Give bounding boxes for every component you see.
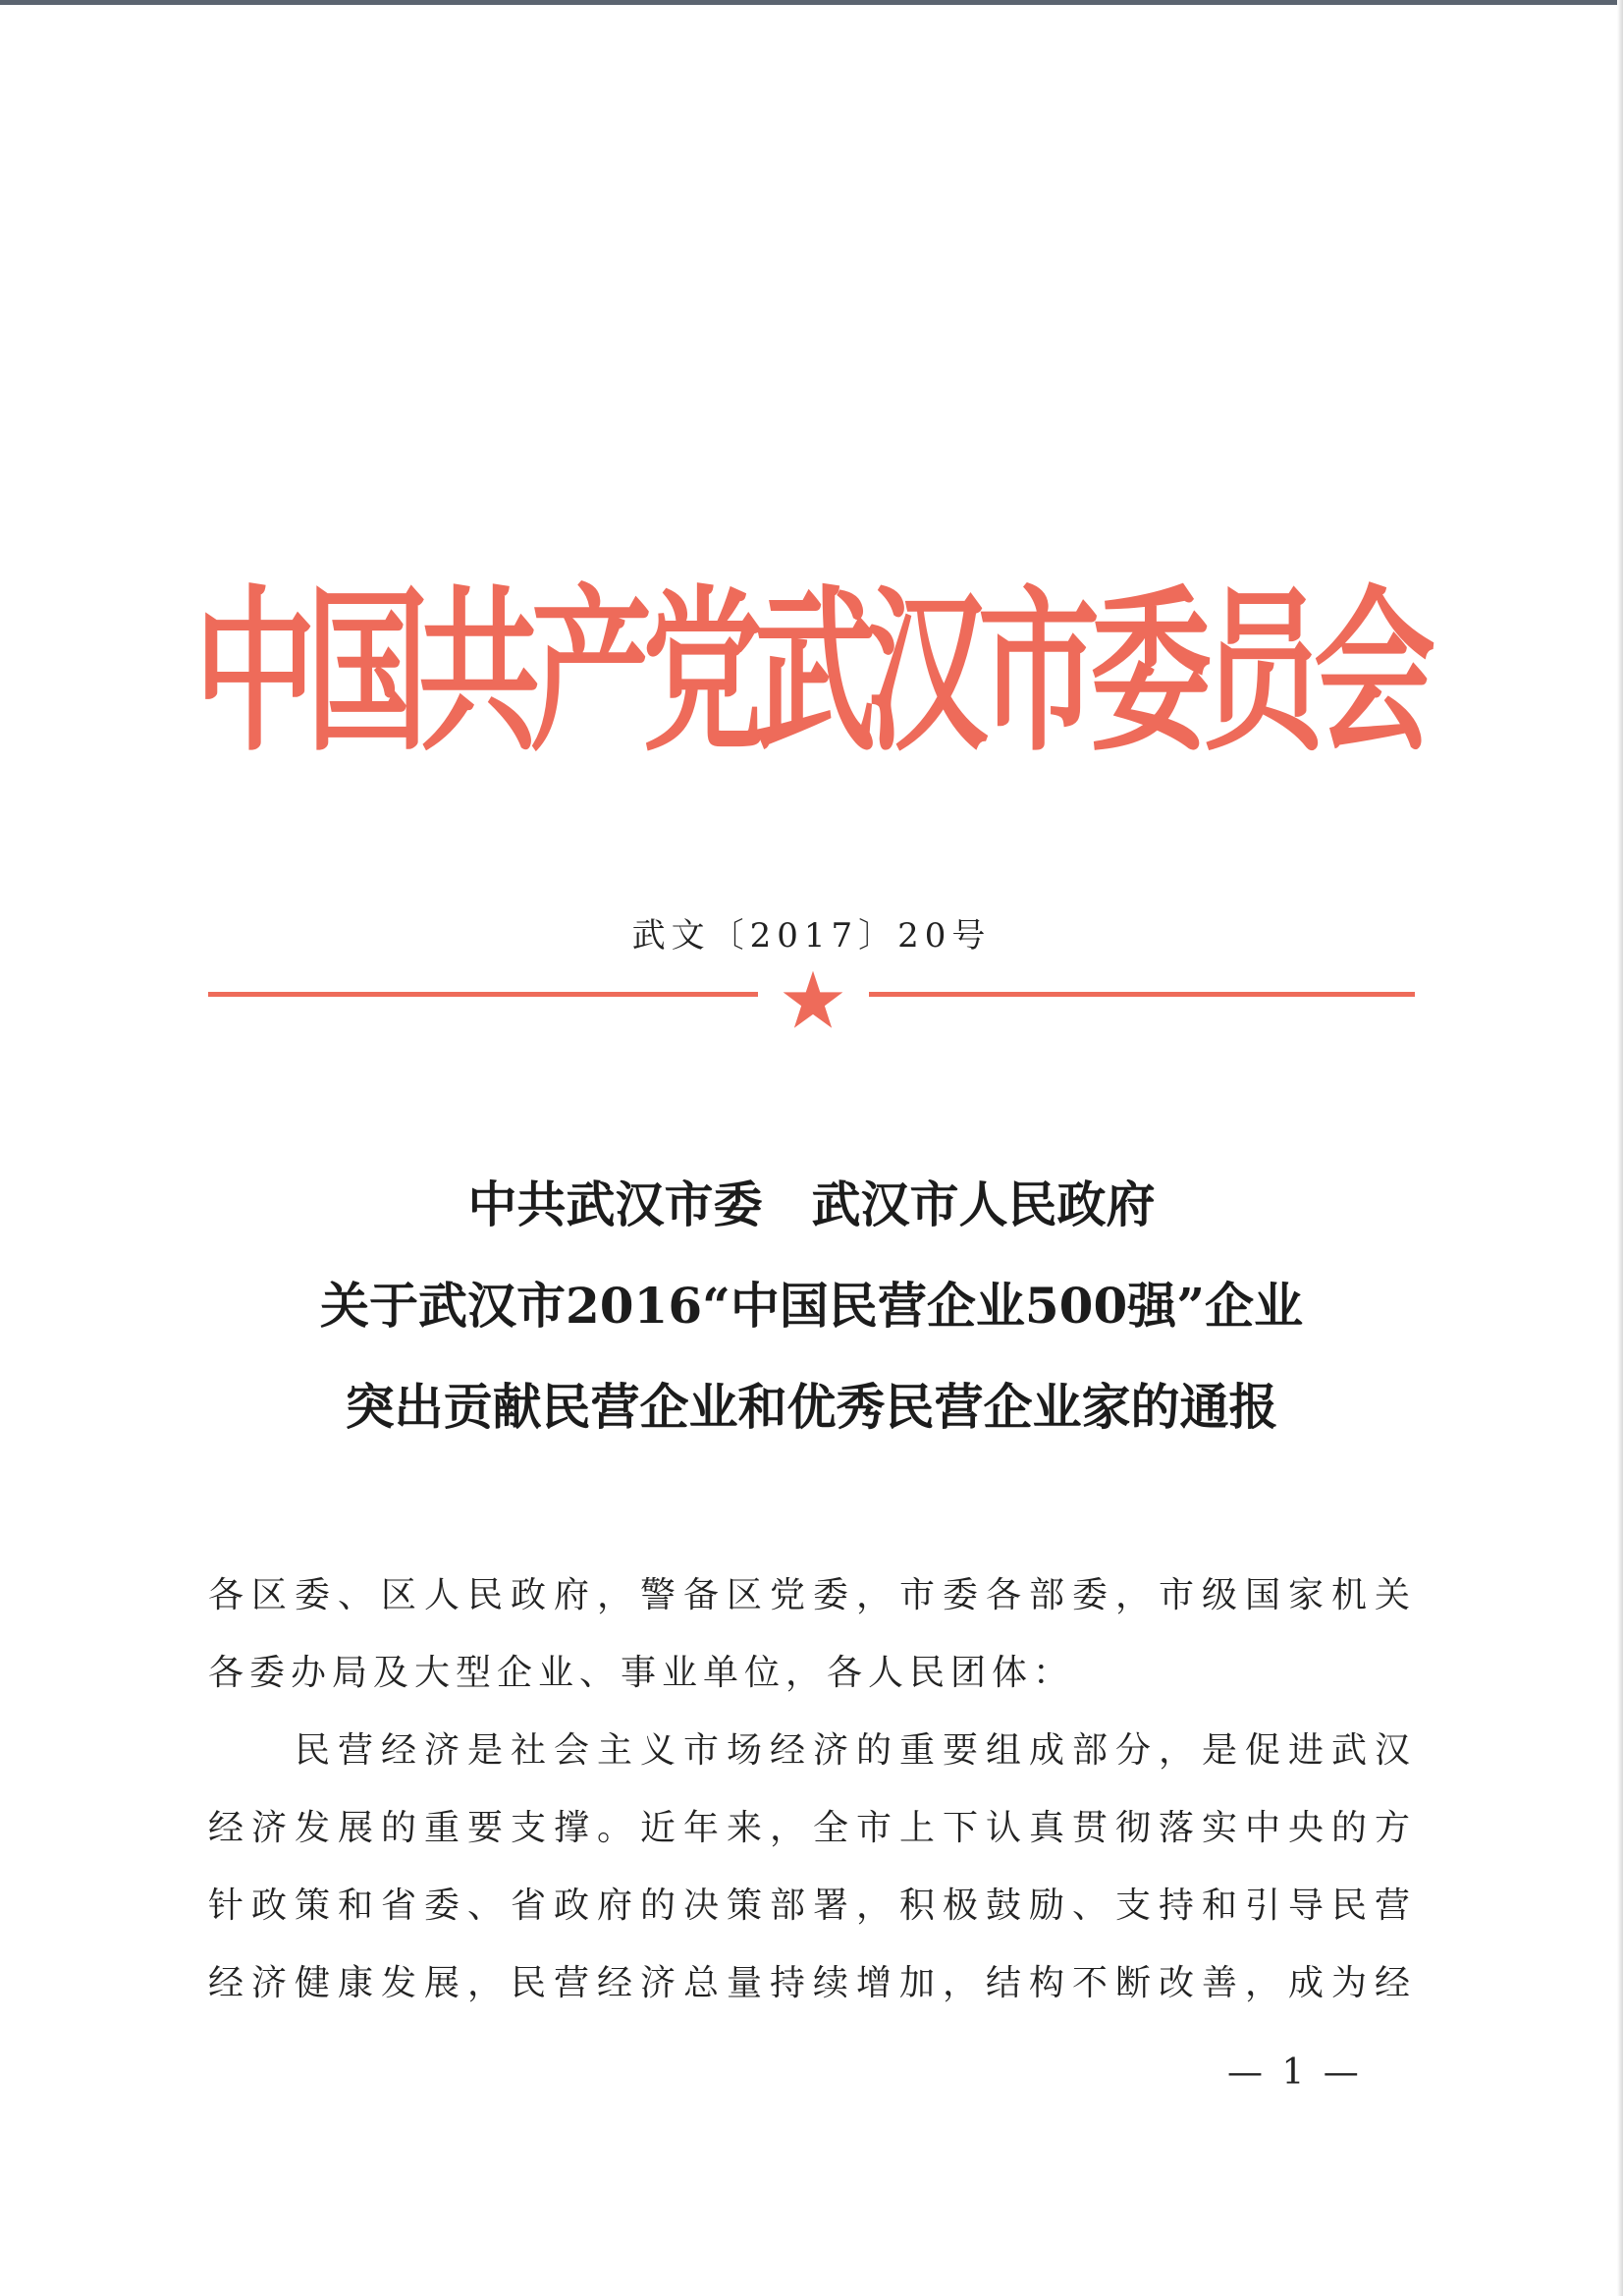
- masthead: [194, 545, 1427, 777]
- star-icon: [781, 968, 845, 1033]
- body-line-3: 民营经济是社会主义市场经济的重要组成部分，是促进武汉: [208, 1730, 1416, 1771]
- scan-right-edge: [1617, 0, 1623, 2296]
- body-line-5: 针政策和省委、省政府的决策部署，积极鼓励、支持和引导民营: [208, 1886, 1416, 1926]
- document-title: [0, 1154, 1623, 1457]
- document-number: 武文〔2017〕20号: [631, 916, 992, 956]
- body-line-6: 经济健康发展，民营经济总量持续增加，结构不断改善，成为经: [208, 1963, 1416, 2003]
- title-line-3: 突出贡献民营企业和优秀民营企业家的通报: [345, 1378, 1278, 1436]
- title-line-2: 关于武汉市2016“中国民营企业500强”企业: [319, 1277, 1304, 1335]
- body-line-4: 经济发展的重要支撑。近年来，全市上下认真贯彻落实中央的方: [208, 1808, 1416, 1848]
- document-body: [208, 1557, 1416, 2022]
- red-separator-right: [869, 992, 1415, 997]
- page-number: — 1 —: [1227, 2052, 1363, 2093]
- scan-top-edge: [0, 0, 1623, 5]
- red-separator-left: [208, 992, 758, 997]
- title-line-1: 中共武汉市委 武汉市人民政府: [467, 1175, 1156, 1233]
- body-line-1: 各区委、区人民政府，警备区党委，市委各部委，市级国家机关: [208, 1575, 1416, 1615]
- masthead-title: 中国共产党武汉市委员会: [194, 571, 1427, 777]
- body-line-2: 各委办局及大型企业、事业单位，各人民团体：: [208, 1653, 1075, 1693]
